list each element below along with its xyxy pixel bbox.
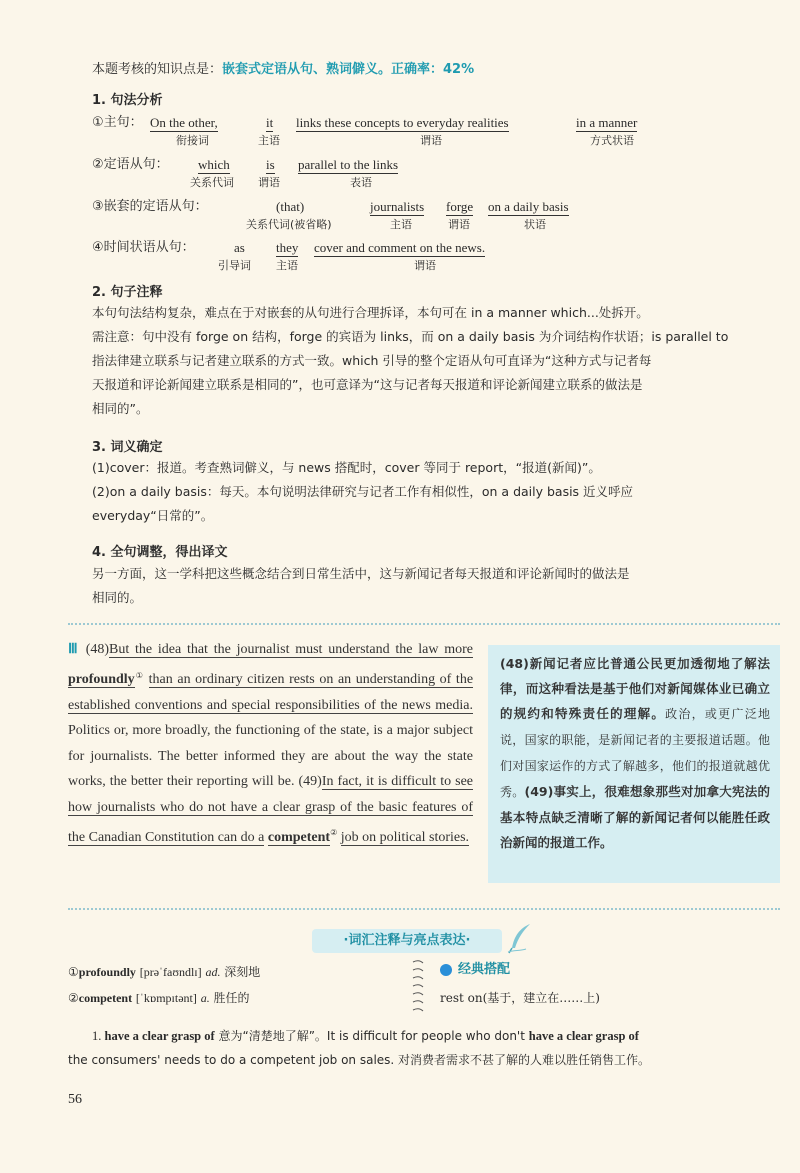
- meaning-line: (1)cover：报道。考查熟词僻义，与 news 搭配时，cover 等同于 report，“报道(新闻)”。: [92, 460, 601, 475]
- row3-label1: 关系代词(被省略): [246, 218, 332, 231]
- collocation-text: rest on(基于，建立在……上): [440, 991, 600, 1005]
- row1-part1: On the other,: [150, 115, 218, 130]
- row2-part2: is: [266, 157, 275, 172]
- row3-part3: forge: [446, 199, 474, 214]
- intro-highlight: 嵌套式定语从句、熟词僻义。正确率：42%: [222, 62, 475, 77]
- row3-part2: journalists: [370, 199, 425, 214]
- vocab-meaning: 胜任的: [213, 991, 250, 1005]
- vocab-pos: ad.: [205, 965, 221, 979]
- vocab-section-title: ·词汇注释与亮点表达·: [312, 929, 502, 953]
- vocab-item: [68, 964, 260, 980]
- row4-part1: as: [234, 240, 245, 255]
- row4-label3: 谓语: [414, 259, 436, 272]
- notes-line: 相同的”。: [92, 401, 149, 416]
- section-title-syntax: 1. 句法分析: [92, 93, 163, 108]
- vocab-item: [68, 990, 250, 1006]
- expression-text: 意为“清楚地了解”。It is difficult for people who don't: [214, 1029, 529, 1043]
- intro-prefix: 本题考核的知识点是：: [92, 62, 223, 77]
- section-mark: Ⅲ: [68, 642, 80, 657]
- meaning-paragraph: [92, 456, 780, 528]
- translation-text: [500, 651, 770, 855]
- notes-paragraph: [92, 301, 780, 421]
- row2-label2: 谓语: [258, 176, 280, 189]
- row1-num: ①主句：: [92, 115, 143, 130]
- expression-phrase: have a clear grasp of: [104, 1029, 215, 1043]
- row4-label1: 引导词: [218, 259, 251, 272]
- footnote-1: ①: [134, 670, 145, 680]
- row4-label2: 主语: [276, 259, 298, 272]
- row4-part2: they: [276, 240, 299, 255]
- passage-underline-1: But the idea that the journalist must understand the law more: [109, 642, 473, 657]
- translation-line: 另一方面，这一学科把这些概念结合到日常生活中，这与新闻记者每天报道和评论新闻时的做法是: [92, 566, 630, 581]
- divider: [68, 623, 780, 625]
- question-48: (48): [85, 642, 110, 657]
- intro-line: [92, 62, 474, 78]
- expression-line-1: [92, 1024, 782, 1048]
- translation-line: 相同的。: [92, 590, 143, 605]
- row2-part3: parallel to the links: [298, 157, 399, 172]
- row1-label4: 方式状语: [590, 134, 634, 147]
- notes-line: 本句句法结构复杂，难点在于对嵌套的从句进行合理拆译，本句可在 in a manner which...处拆开。: [92, 305, 649, 320]
- spiral-binding-icon: [411, 958, 425, 1016]
- row1-part4: in a manner: [576, 115, 638, 130]
- collocation-title: 经典搭配: [458, 962, 511, 977]
- passage-text: Politics or, more broadly, the functioning of the state, is a major subject for journalists. The better informed they are about the way the state works, the better their reporting will be. (49): [68, 723, 473, 790]
- row1-label3: 谓语: [420, 134, 442, 147]
- vocab-phonetic: [prəˈfaʊndlɪ]: [139, 965, 202, 979]
- passage-underline-4: job on political stories.: [340, 829, 470, 845]
- meaning-line: (2)on a daily basis：每天。本句说明法律研究与记者工作有相似性，on a daily basis 近义呼应: [92, 484, 634, 499]
- meaning-line: everyday“日常的”。: [92, 508, 214, 523]
- quill-icon: [506, 922, 532, 954]
- divider: [68, 908, 780, 910]
- row1-label2: 主语: [258, 134, 280, 147]
- expression-phrase: have a clear grasp of: [528, 1029, 639, 1043]
- expression-line-2: the consumers' needs to do a competent job on sales. 对消费者需求不甚了解的人难以胜任销售工作。: [68, 1053, 651, 1067]
- row3-part1: (that): [276, 199, 305, 214]
- row3-label4: 状语: [524, 218, 546, 231]
- final-translation: [92, 562, 780, 610]
- row4-part3: cover and comment on the news.: [314, 240, 486, 255]
- translation-49: (49)事实上，很难想象那些对加拿大宪法的基本特点缺乏清晰了解的新闻记者何以能胜任政治新闻的报道工作。: [500, 784, 770, 850]
- vocab-word: profoundly: [78, 965, 136, 979]
- row1-part2: it: [266, 115, 274, 130]
- bullet-icon: [440, 964, 452, 976]
- vocab-meaning: 深刻地: [224, 965, 261, 979]
- vocab-pos: a.: [200, 991, 210, 1005]
- english-passage: [68, 637, 473, 850]
- row3-part4: on a daily basis: [488, 199, 569, 214]
- row2-label1: 关系代词: [190, 176, 234, 189]
- row3-num: ③嵌套的定语从句：: [92, 199, 208, 214]
- row3-label2: 主语: [390, 218, 412, 231]
- notes-line: 指法律建立联系与记者建立联系的方式一致。which 引导的整个定语从句可直译为“这种方式与记者每: [92, 353, 652, 368]
- footnote-2: ②: [330, 828, 338, 838]
- page-number: 56: [68, 1092, 82, 1107]
- row2-part1: which: [198, 157, 230, 172]
- vocab-word-profoundly: profoundly: [68, 672, 135, 688]
- vocab-word: competent: [78, 991, 133, 1005]
- row3-label3: 谓语: [448, 218, 470, 231]
- vocab-word-competent: competent: [267, 829, 331, 845]
- expression-paragraph: [68, 1024, 782, 1072]
- section-title-meaning: 3. 词义确定: [92, 440, 163, 455]
- notes-line: 需注意：句中没有 forge on 结构，forge 的宾语为 links，而 on a daily basis 为介词结构作状语；is parallel to: [92, 329, 729, 344]
- passage-underline-2: than an ordinary citizen rests on an understanding of the established conventions and special responsibilities of the news media.: [68, 672, 474, 713]
- vocab-phonetic: [ˈkɒmpɪtənt]: [135, 991, 197, 1005]
- notes-line: 天报道和评论新闻建立联系是相同的”，也可意译为“这与记者每天报道和评论新闻建立联系的做法是: [92, 377, 643, 392]
- section-title-translation: 4. 全句调整，得出译文: [92, 545, 228, 560]
- row2-label3: 表语: [350, 176, 372, 189]
- translation-box: [488, 645, 780, 883]
- vocab-num: ②: [68, 991, 79, 1005]
- row4-num: ④时间状语从句：: [92, 240, 195, 255]
- translation-middle: 政治，或更广泛地说，国家的职能，是新闻记者的主要报道话题。他们对国家运作的方式了解越多，他们的报道就越优秀。: [500, 707, 770, 799]
- section-title-notes: 2. 句子注释: [92, 285, 163, 300]
- expression-num: 1.: [92, 1029, 102, 1043]
- row2-num: ②定语从句：: [92, 157, 169, 172]
- row1-label1: 衔接词: [176, 134, 209, 147]
- translation-48: (48)新闻记者应比普通公民更加透彻地了解法律，而这种看法是基于他们对新闻媒体业已确立的规约和特殊责任的理解。: [500, 656, 770, 721]
- vocab-num: ①: [68, 965, 79, 979]
- passage-underline-3: In fact, it is difficult to see how journalists who do not have a clear grasp of the basic features of the Canadian Constitution can do a: [68, 774, 474, 845]
- row1-part3: links these concepts to everyday realities: [296, 115, 509, 130]
